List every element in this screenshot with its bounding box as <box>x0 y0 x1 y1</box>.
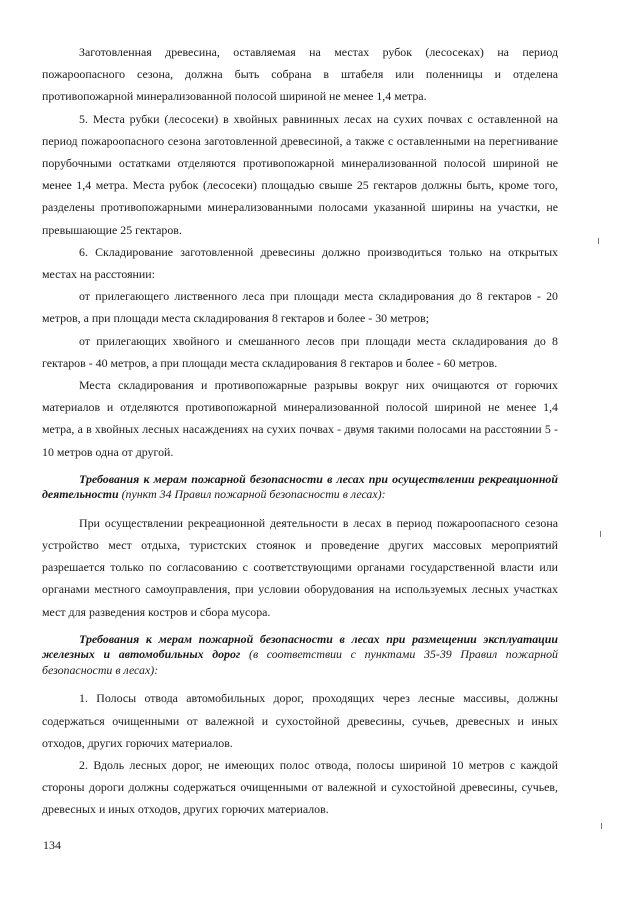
heading-recreation-note: (пункт 34 Правил пожарной безопасности в лесах): <box>118 487 386 502</box>
paragraph-road-2: 2. Вдоль лесных дорог, не имеющих полос отвода, полосы шириной 10 метров с каждой стороны дороги должны содержаться очищенными от валежной и сухостойной древесины, сучьев, древесных и иных отходов, других горючих материалов. <box>42 757 558 817</box>
document-body <box>42 41 558 821</box>
paragraph-deciduous-distance: от прилегающего лиственного леса при площади места складирования до 8 гектаров - 20 метров, а при площади места складирования 8 гектаров и более - 30 метров; <box>42 289 558 326</box>
scan-mark <box>600 531 601 537</box>
paragraph-road-1: 1. Полосы отвода автомобильных дорог, проходящих через лесные массивы, должны содержаться очищенными от валежной и сухостойной древесины, сучьев, древесных и иных отходов, других горючих материалов. <box>42 691 558 750</box>
paragraph-recreation: При осуществлении рекреационной деятельности в лесах в период пожароопасного сезона устройство мест отдыха, туристских стоянок и проведение других массовых мероприятий разрешается только по согласованию с соответствующими органами государственной власти или органами местного самоуправления, при условии оборудования на используемых лесных участках мест для разведения костров и сбора мусора. <box>42 515 558 619</box>
heading-recreation-main: Требования к мерам пожарной безопасности в лесах при осуществлении рекреационной деятельности <box>42 471 558 502</box>
heading-roads-main: Требования к мерам пожарной безопасности в лесах при размещении эксплуатации железных и автомобильных дорог <box>42 631 558 662</box>
paragraph-item-6: 6. Складирование заготовленной древесины должно производиться только на открытых местах на расстоянии: <box>42 244 558 282</box>
paragraph-harvested-wood: Заготовленная древесина, оставляемая на местах рубок (лесосеках) на период пожароопасного сезона, должна быть собрана в штабеля или поленницы и отделена противопожарной минерализованной полосой шириной не менее 1,4 метра. <box>42 45 558 104</box>
heading-roads-note: (в соответствии с пунктами 35-39 Правил пожарной безопасности в лесах): <box>42 647 558 677</box>
heading-recreation <box>42 472 558 503</box>
scan-mark <box>601 823 602 829</box>
page-number: 134 <box>43 838 61 852</box>
paragraph-conifer-distance: от прилегающих хвойного и смешанного лесов при площади места складирования до 8 гектаров - 40 метров, а при площади места складирования 8 гектаров и более - 60 метров. <box>42 333 558 370</box>
paragraph-item-5: 5. Места рубки (лесосеки) в хвойных равнинных лесах на сухих почвах с оставленной на период пожароопасного сезона заготовленной древесиной, а также с оставленными на перегнивание порубочными остатками отделяются противопожарной минерализованной полосой шириной не менее 1,4 метра. Места рубок (лесосеки) площадью свыше 25 гектаров должны быть, кроме того, разделены противопожарными минерализованными полосами указанной ширины на участки, не превышающие 25 гектаров. <box>42 111 558 237</box>
heading-roads <box>42 632 558 679</box>
scan-mark <box>598 238 599 244</box>
paragraph-storage-clearing: Места складирования и противопожарные разрывы вокруг них очищаются от горючих материалов и отделяются противопожарной минерализованной полосой шириной не менее 1,4 метра, а в хвойных лесных насаждениях на сухих почвах - двумя такими полосами на расстоянии 5 - 10 метров одна от другой. <box>42 378 558 459</box>
